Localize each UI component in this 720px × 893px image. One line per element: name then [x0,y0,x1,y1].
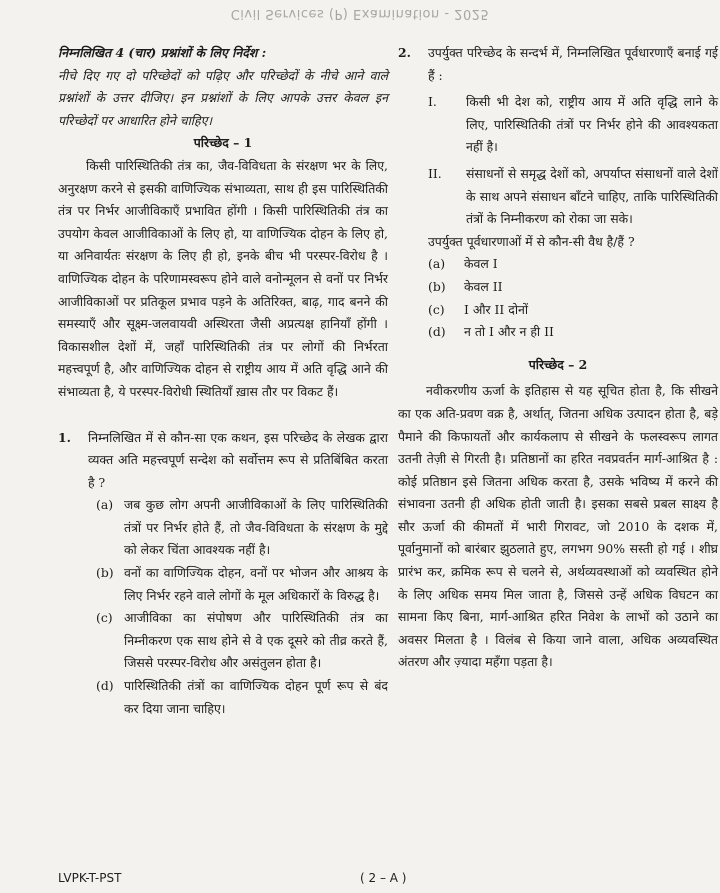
left-column [58,42,388,720]
option-text: पारिस्थितिकी तंत्रों का वाणिज्यिक दोहन पूर्ण रूप से बंद कर दिया जाना चाहिए। [124,678,388,716]
reverse-page-bleed-text: Civil Services (P) Examination - 2025 [230,6,490,21]
option-text: केवल II [464,278,503,294]
question-2-number: 2. [398,45,411,60]
passage-2-heading: परिच्छेद – 2 [528,356,588,372]
q1-option-b[interactable] [88,562,388,607]
option-key: (d) [428,324,446,340]
passage-2-text: नवीकरणीय ऊर्जा के इतिहास से यह सूचित होता है, कि सीखने का एक अति-प्रवण वक्र है, अर्थात्, जितना अधिक उत्पादन होता है, बड़े पैमाने की किफायतों और कार्यकलाप से सीखने के फलस्वरूप लागत उतनी तेज़ी से गिरती है। प्रतिष्ठानों का हरित नवप्रवर्तन मार्ग-आश्रित है : कोई प्रतिष्ठान इसे जितना अधिक करता है, उसके भविष्य में करने की संभावना उतनी ही अधिक होती जाती है। इसका सबसे प्रबल साक्ष्य है सौर ऊर्जा की कीमतों में भारी गिरावट, जो 2010 के दशक में, पूर्वानुमानों को बारंबार झुठलाते हुए, लगभग 90% सस्ती हो गई । शीघ्र प्रारंभ कर, क्रमिक रूप से चलने से, अर्थव्यवस्थाओं को व्यवस्थित होने के लिए अधिक समय मिल जाता है, जिससे उन्हें अधिक विघटन का सामना किए बिना, मार्ग-आश्रित हरित निवेश के लाभों को उठाने का अवसर मिलता है । विलंब से किया जाने वाला, अधिक अव्यवस्थित अंतरण और ज़्यादा महँगा पड़ता है। [398,383,718,670]
q1-option-d[interactable] [88,675,388,720]
option-text: जब कुछ लोग अपनी आजीविकाओं के लिए पारिस्थितिकी तंत्रों पर निर्भर होते हैं, तो जैव-विविधता के संरक्षण के मुद्दे को लेकर चिंता आवश्यक नहीं है। [124,497,388,558]
option-key: (b) [428,278,446,294]
question-1-text: निम्नलिखित में से कौन-सा एक कथन, इस परिच्छेद के लेखक द्वारा व्यक्त अति महत्त्वपूर्ण सन्देश को सर्वोत्तम रूप से प्रतिबिंबित करता है ? [88,429,388,490]
assumption-key: I. [428,94,437,110]
q2-option-b[interactable] [428,276,718,299]
option-text: वनों का वाणिज्यिक दोहन, वनों पर भोजन और आश्रय के लिए निर्भर रहने वाले लोगों के मूल अधिकारों के विरुद्ध है। [124,565,388,603]
question-2-prompt: उपर्युक्त पूर्वधारणाओं में से कौन-सी वैध है/हैं ? [428,233,635,249]
question-1 [58,427,388,495]
footer-page-number: ( 2 – A ) [360,871,407,885]
option-key: (d) [96,678,114,694]
option-key: (b) [96,565,114,581]
option-key: (c) [96,610,113,626]
assumption-key: II. [428,165,442,181]
assumption-text: किसी भी देश को, राष्ट्रीय आय में अति वृद्धि लाने के लिए, पारिस्थितिकी तंत्रों पर निर्भर होने की आवश्यकता नहीं है। [466,94,718,155]
passage-1-text: किसी पारिस्थितिकी तंत्र का, जैव-विविधता के संरक्षण भर के लिए, अनुरक्षण करने से इसकी वाणिज्यिक संभाव्यता, साथ ही इस पारिस्थितिकी तंत्र पर निर्भर आजीविकाएँ प्रभावित होंगी । किसी पारिस्थितिकी तंत्र का उपयोग केवल आजीविकाओं के लिए हो, या वाणिज्यिक दोहन के लिए हो, या अनिवार्यतः संरक्षण के लिए ही हो, इनके बीच भी परस्पर-विरोध है । वाणिज्यिक दोहन के परिणामस्वरूप होने वाले वनोन्मूलन से वनों पर निर्भर आजीविकाओं पर प्रतिकूल प्रभाव पड़ने के अतिरिक्त, बाढ़, गाद बनने की समस्याएँ और सूक्ष्म-जलवायवी अस्थिरता जैसी अप्रत्यक्ष हानियाँ होंगी । विकासशील देशों में, जहाँ पारिस्थितिकी तंत्र पर लोगों की निर्भरता महत्त्वपूर्ण है, और वाणिज्यिक दोहन से राष्ट्रीय आय में अति वृद्धि आने की संभाव्यता है, ये परस्पर-विरोधी स्थितियाँ ख़ास तौर पर विकट हैं। [58,157,388,399]
option-text: न तो I और न ही II [464,324,554,340]
option-text: I और II दोनों [464,301,529,317]
question-1-number: 1. [58,429,71,445]
option-text: केवल I [464,256,498,272]
option-text: आजीविका का संपोषण और पारिस्थितिकी तंत्र का निम्नीकरण एक साथ होने से वे एक दूसरे को तीव्र करते हैं, जिससे परस्पर-विरोध और असंतुलन होता है। [124,610,388,671]
q2-option-d[interactable] [428,321,718,344]
assumption-text: संसाधनों से समृद्ध देशों को, अपर्याप्त संसाधनों वाले देशों के साथ अपने संसाधन बाँटने चाहिए, ताकि पारिस्थितिकी तंत्रों के निम्नीकरण को रोका जा सके। [466,165,718,227]
right-column [398,42,718,674]
instruction-body: नीचे दिए गए दो परिच्छेदों को पढ़िए और परिच्छेदों के नीचे आने वाले प्रश्नांशों के उत्तर दीजिए। इन प्रश्नांशों के लिए आपके उत्तर केवल इन परिच्छेदों पर आधारित होने चाहिए। [58,67,388,128]
q1-option-c[interactable] [88,607,388,675]
q2-option-c[interactable] [428,299,718,322]
question-1-options [58,494,388,720]
assumption-1 [428,91,718,159]
option-key: (a) [428,256,446,272]
passage-1-heading: परिच्छेद – 1 [193,135,253,151]
option-key: (c) [428,301,445,317]
question-2 [398,42,718,87]
option-key: (a) [96,497,114,513]
q2-option-a[interactable] [428,253,718,276]
question-2-text: उपर्युक्त परिच्छेद के सन्दर्भ में, निम्नलिखित पूर्वधारणाएँ बनाई गई हैं : [428,45,718,83]
assumption-2 [428,163,718,231]
question-2-options [398,253,718,343]
footer-code: LVPK-T-PST [58,871,122,885]
instruction-title: निम्नलिखित 4 (चार) प्रश्नांशों के लिए निर्देश : [58,45,267,60]
q1-option-a[interactable] [88,494,388,562]
assumptions-list [398,91,718,231]
